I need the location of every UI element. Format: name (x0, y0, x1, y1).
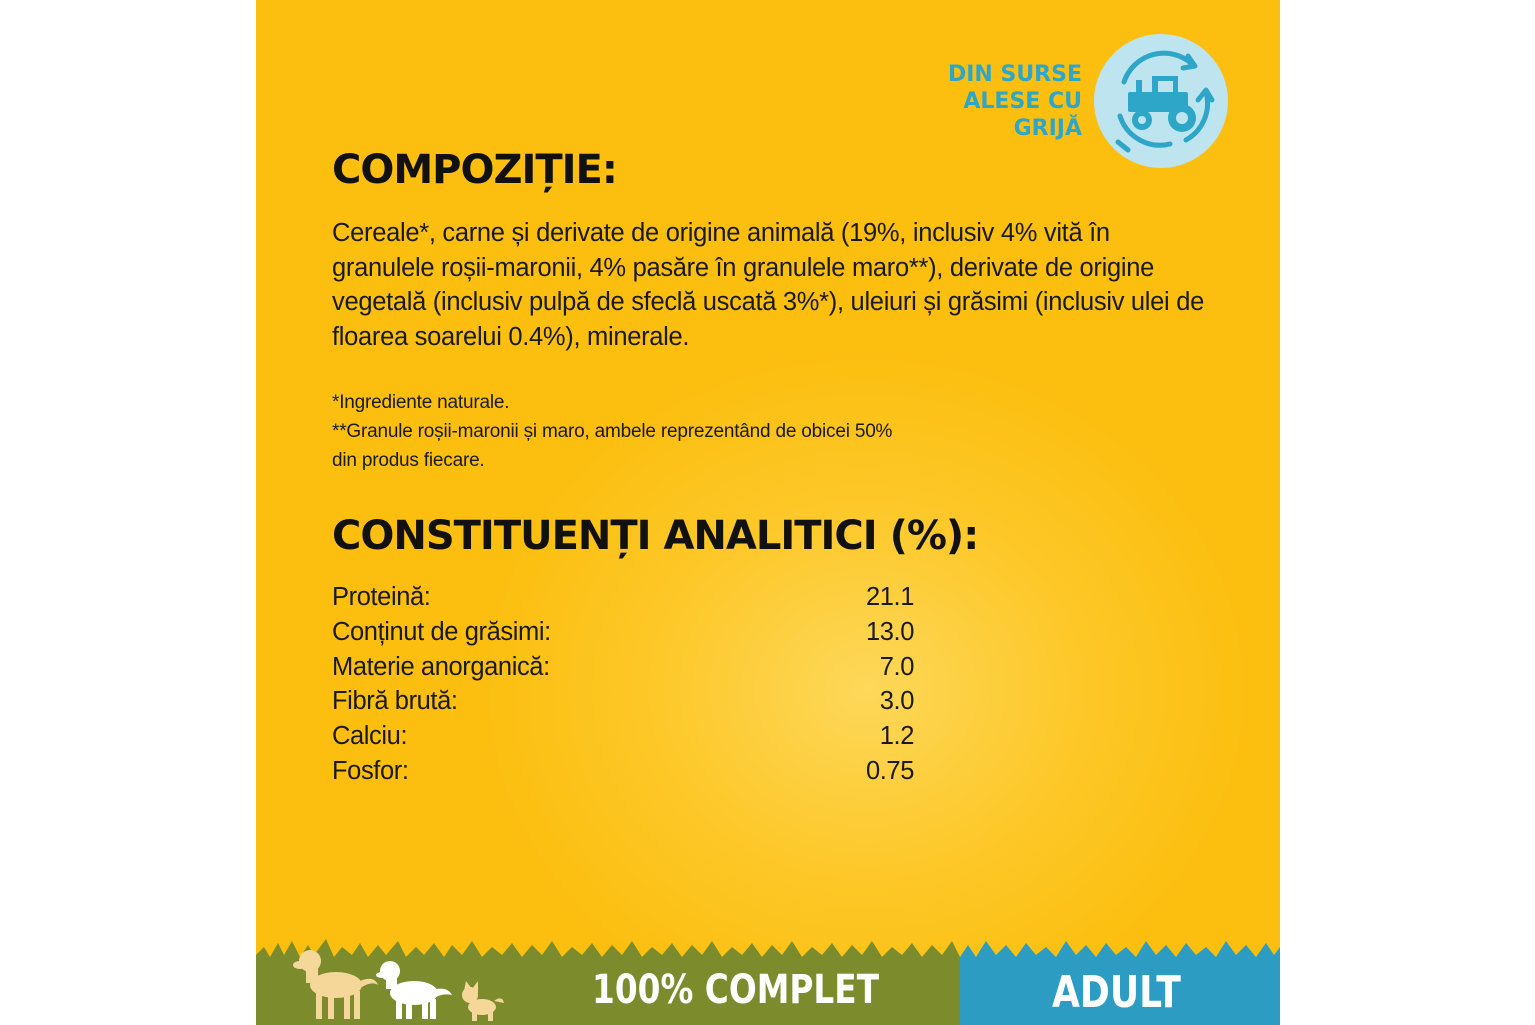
sourcing-badge-circle (1094, 34, 1228, 168)
footnotes (332, 388, 1092, 475)
sourcing-badge-text: DIN SURSE ALESE CU GRIJĂ (947, 61, 1082, 141)
tractor-icon (1094, 34, 1228, 168)
row-label: Materie anorganică: (332, 652, 550, 681)
footnote: *Ingrediente naturale. (332, 392, 510, 413)
table-row (332, 684, 914, 719)
footnote: **Granule roșii-maronii și maro, ambele reprezentând de obicei 50% (332, 421, 893, 442)
large-dog-icon (293, 950, 378, 1019)
footnote: din produs fiecare. (332, 450, 485, 471)
complete-label: 100% COMPLET (592, 967, 880, 1013)
analytical-table (332, 580, 914, 789)
row-value: 3.0 (879, 687, 914, 716)
table-row (332, 580, 914, 615)
row-label: Proteină: (332, 583, 431, 611)
pets-illustration (286, 937, 506, 1025)
footer-bar (256, 933, 1280, 1025)
composition-heading: COMPOZIȚIE: (332, 147, 617, 193)
row-value: 13.0 (865, 617, 914, 646)
row-value: 7.0 (879, 652, 914, 681)
adult-label: ADULT (1052, 967, 1181, 1018)
row-label: Calciu: (332, 722, 408, 751)
small-dog-icon (462, 981, 504, 1021)
row-label: Fosfor: (332, 756, 409, 785)
composition-text: Cereale*, carne și derivate de origine animală (19%, inclusiv 4% vită în granulele roșii-maronii, 4% pasăre în granulele maro**), derivate de origine vegetală (inclusiv pulpă de sfeclă uscată 3%*), uleiuri și grăsimi (inclusiv ulei de floarea soarelui 0.4%), minerale. (332, 219, 1204, 351)
row-value: 0.75 (865, 756, 914, 785)
table-row (332, 650, 914, 685)
analytical-heading: CONSTITUENȚI ANALITICI (%): (332, 513, 979, 559)
table-row (332, 719, 914, 754)
row-value: 1.2 (879, 722, 914, 751)
row-value: 21.1 (865, 583, 914, 611)
row-label: Conținut de grăsimi: (332, 617, 551, 646)
sourcing-badge (948, 34, 1228, 168)
table-row (332, 615, 914, 650)
table-row (332, 754, 914, 789)
product-info-panel (256, 0, 1280, 1025)
medium-dog-icon (376, 961, 452, 1019)
row-label: Fibră brută: (332, 687, 458, 716)
